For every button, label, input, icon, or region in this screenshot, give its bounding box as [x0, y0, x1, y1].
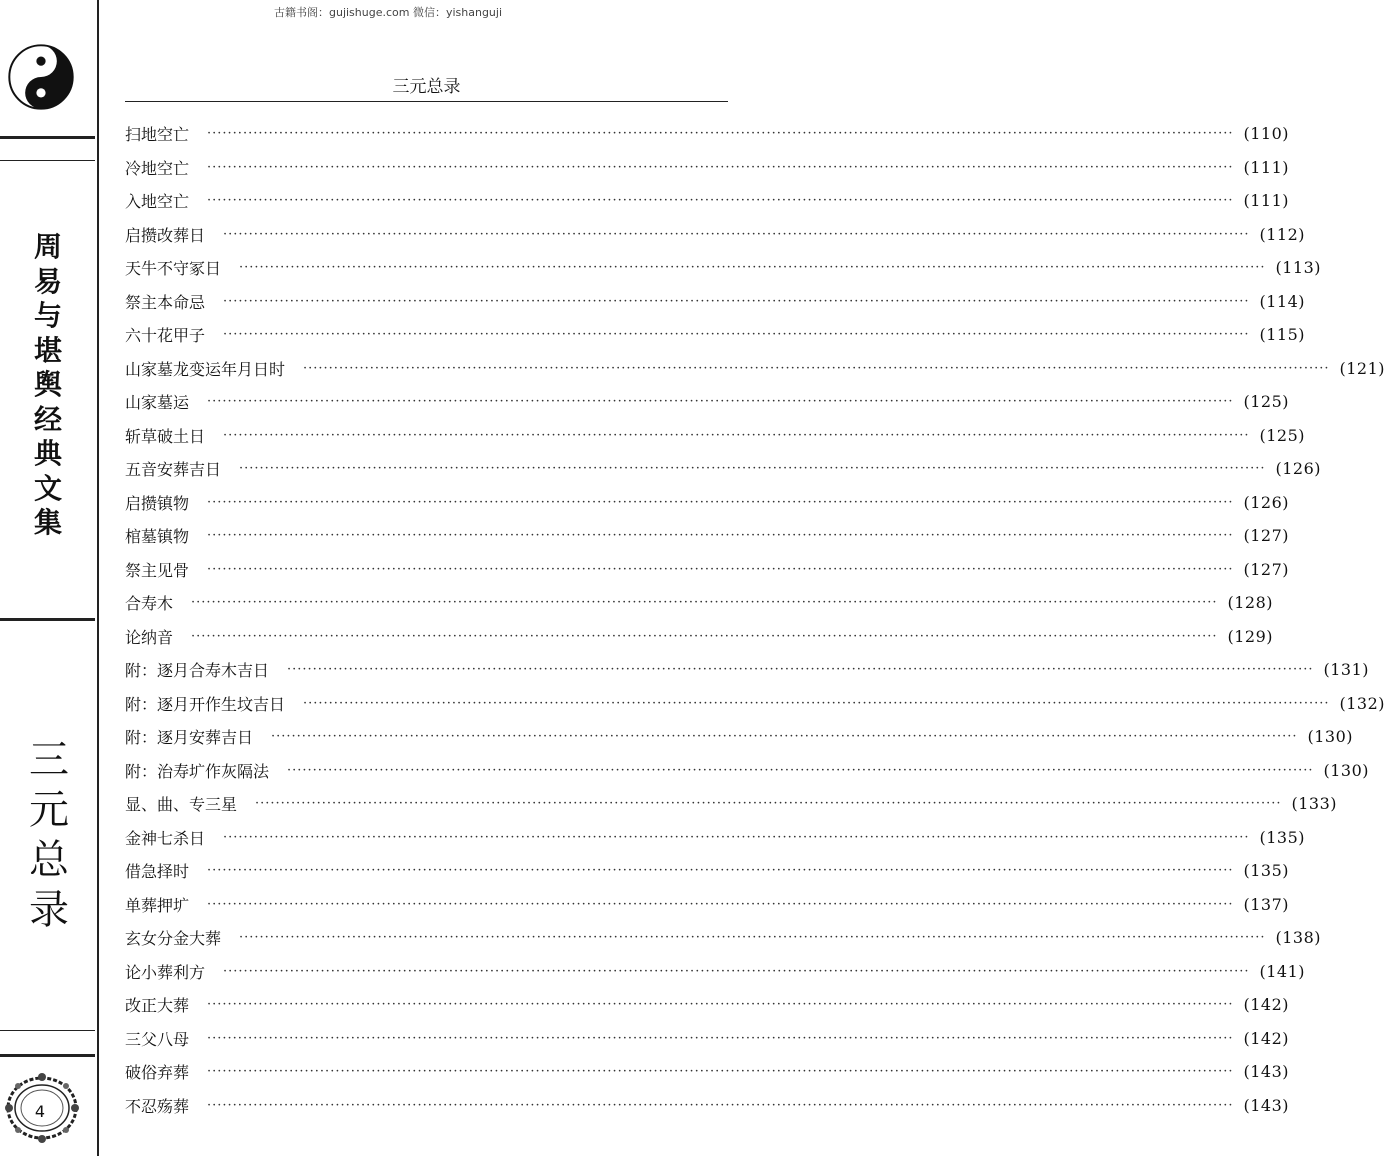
toc-entry-title: 附：逐月合寿木吉日 — [125, 661, 270, 681]
toc-entry-page: (125) — [1259, 425, 1306, 445]
toc-entry-title: 论小葬利方 — [125, 962, 206, 982]
toc-entry-page: (127) — [1243, 526, 1290, 546]
toc-entry-page: (141) — [1259, 961, 1306, 981]
toc-entry-title: 显、曲、专三星 — [125, 795, 238, 815]
sidebar-rule — [0, 1030, 95, 1031]
toc-leader-dots: ········································································································································································································ — [239, 461, 1266, 477]
toc-entry-title: 天牛不守冢日 — [125, 259, 222, 279]
toc-entry-title: 三父八母 — [125, 1029, 190, 1049]
toc-entry — [125, 385, 1290, 419]
toc-leader-dots: ········································································································································································································ — [207, 494, 1234, 510]
header-rule — [125, 101, 728, 102]
sidebar — [0, 0, 99, 1156]
toc-leader-dots: ········································································································································································································ — [207, 1097, 1234, 1113]
toc-entry-title: 山家墓龙变运年月日时 — [125, 359, 286, 379]
toc-leader-dots: ········································································································································································································ — [255, 796, 1282, 812]
series-title-char: 经 — [33, 402, 62, 436]
book-title-char: 总 — [29, 837, 69, 883]
book-title — [24, 735, 74, 935]
toc-leader-dots: ········································································································································································································ — [223, 427, 1250, 443]
toc-entry-title: 扫地空亡 — [125, 125, 190, 145]
series-title-char: 集 — [33, 506, 62, 539]
book-title-char: 三 — [29, 737, 69, 783]
toc-entry — [125, 251, 1322, 285]
toc-entry-page: (121) — [1339, 358, 1385, 378]
toc-entry — [125, 620, 1274, 654]
series-title — [30, 230, 66, 541]
toc-entry — [125, 586, 1274, 620]
toc-entry-page: (110) — [1243, 124, 1290, 144]
series-title-char: 周 — [33, 230, 62, 263]
toc-entry — [125, 653, 1370, 687]
toc-entry-page: (130) — [1323, 760, 1370, 780]
toc-entry — [125, 318, 1306, 352]
toc-entry — [125, 352, 1385, 386]
sidebar-rule — [0, 160, 95, 161]
toc-entry-title: 不忍殇葬 — [125, 1096, 190, 1116]
toc-entry-title: 附：治寿圹作灰隔法 — [125, 761, 270, 781]
toc-entry-title: 祭主本命忌 — [125, 292, 206, 312]
toc-entry-page: (130) — [1307, 727, 1354, 747]
toc-leader-dots: ········································································································································································································ — [223, 829, 1250, 845]
toc-leader-dots: ········································································································································································································ — [207, 1030, 1234, 1046]
toc-leader-dots: ········································································································································································································ — [223, 963, 1250, 979]
toc-entry — [125, 854, 1290, 888]
toc-entry-title: 冷地空亡 — [125, 158, 190, 178]
toc-leader-dots: ········································································································································································································ — [207, 159, 1234, 175]
toc-leader-dots: ········································································································································································································ — [207, 394, 1234, 410]
toc-entry — [125, 553, 1290, 587]
toc-entry-page: (138) — [1275, 928, 1322, 948]
toc-entry — [125, 285, 1306, 319]
toc-entry-title: 附：逐月安葬吉日 — [125, 728, 254, 748]
toc-entry — [125, 888, 1290, 922]
toc-entry-page: (115) — [1259, 325, 1306, 345]
series-title-char: 舆 — [33, 368, 62, 401]
toc-entry-title: 五音安葬吉日 — [125, 460, 222, 480]
series-title-char: 堪 — [33, 333, 62, 367]
toc-entry — [125, 1022, 1290, 1056]
toc-entry-page: (135) — [1243, 861, 1290, 881]
toc-leader-dots: ········································································································································································································ — [207, 863, 1234, 879]
toc-entry-title: 棺墓镇物 — [125, 527, 190, 547]
toc-entry-page: (133) — [1291, 794, 1338, 814]
toc-leader-dots: ········································································································································································································ — [207, 561, 1234, 577]
book-title-char: 录 — [29, 887, 69, 933]
toc-leader-dots: ········································································································································································································ — [303, 695, 1330, 711]
toc-entry-page: (112) — [1259, 224, 1306, 244]
toc-leader-dots: ········································································································································································································ — [223, 226, 1250, 242]
toc-entry-page: (129) — [1227, 626, 1274, 646]
toc-leader-dots: ········································································································································································································ — [223, 327, 1250, 343]
toc-leader-dots: ········································································································································································································ — [207, 528, 1234, 544]
toc-entry-title: 破俗弃葬 — [125, 1063, 190, 1083]
toc-leader-dots: ········································································································································································································ — [207, 193, 1234, 209]
toc-entry — [125, 754, 1370, 788]
toc-entry-page: (126) — [1275, 459, 1322, 479]
page-header-title: 三元总录 — [392, 77, 461, 97]
series-title-char: 文 — [33, 471, 62, 505]
toc-entry-page: (143) — [1243, 1062, 1290, 1082]
toc-entry-title: 金神七杀日 — [125, 828, 206, 848]
toc-entry-page: (111) — [1243, 157, 1290, 177]
toc-entry-title: 合寿木 — [125, 594, 174, 614]
toc-entry-title: 论纳音 — [125, 627, 174, 647]
toc-entry — [125, 117, 1290, 151]
toc-entry — [125, 452, 1322, 486]
toc-entry-page: (131) — [1323, 660, 1370, 680]
sidebar-rule — [0, 136, 95, 139]
toc-entry-title: 借急择时 — [125, 862, 190, 882]
toc-entry-page: (113) — [1275, 258, 1322, 278]
toc-leader-dots: ········································································································································································································ — [239, 260, 1266, 276]
toc-entry — [125, 1089, 1290, 1123]
toc-entry-page: (132) — [1339, 693, 1385, 713]
toc-entry-page: (143) — [1243, 1095, 1290, 1115]
toc-leader-dots: ········································································································································································································ — [207, 1064, 1234, 1080]
toc-entry-title: 单葬押圹 — [125, 895, 190, 915]
toc-entry-title: 启攒镇物 — [125, 493, 190, 513]
toc-entry — [125, 419, 1306, 453]
toc-entry — [125, 184, 1290, 218]
toc-entry — [125, 921, 1322, 955]
series-title-char: 与 — [33, 299, 62, 332]
toc-leader-dots: ········································································································································································································ — [271, 729, 1298, 745]
toc-leader-dots: ········································································································································································································ — [207, 896, 1234, 912]
toc-entry-title: 六十花甲子 — [125, 326, 206, 346]
toc-entry — [125, 151, 1290, 185]
watermark-text: 古籍书阁：gujishuge.com 微信：yishanguji — [273, 6, 503, 19]
toc-entry-page: (114) — [1259, 291, 1306, 311]
toc-entry-title: 山家墓运 — [125, 393, 190, 413]
toc-leader-dots: ········································································································································································································ — [303, 360, 1330, 376]
toc-entry-page: (125) — [1243, 392, 1290, 412]
toc-leader-dots: ········································································································································································································ — [191, 595, 1218, 611]
toc-entry — [125, 486, 1290, 520]
toc-leader-dots: ········································································································································································································ — [191, 628, 1218, 644]
book-title-char: 元 — [29, 787, 69, 833]
toc-entry-title: 改正大葬 — [125, 996, 190, 1016]
sidebar-rule — [0, 618, 95, 621]
toc-entry — [125, 988, 1290, 1022]
table-of-contents — [125, 117, 1385, 1122]
toc-leader-dots: ········································································································································································································ — [287, 762, 1314, 778]
toc-leader-dots: ········································································································································································································ — [207, 126, 1234, 142]
toc-entry — [125, 1055, 1290, 1089]
toc-entry-title: 启攒改葬日 — [125, 225, 206, 245]
toc-leader-dots: ········································································································································································································ — [287, 662, 1314, 678]
page-number: 4 — [34, 1102, 46, 1121]
toc-entry — [125, 787, 1338, 821]
toc-entry — [125, 955, 1306, 989]
toc-entry — [125, 218, 1306, 252]
toc-entry — [125, 687, 1385, 721]
series-title-char: 典 — [33, 437, 62, 470]
series-title-char: 易 — [33, 264, 62, 298]
toc-entry — [125, 519, 1290, 553]
toc-entry — [125, 720, 1354, 754]
toc-entry-page: (142) — [1243, 995, 1290, 1015]
toc-entry — [125, 821, 1306, 855]
sidebar-rule — [0, 1054, 95, 1057]
toc-entry-page: (126) — [1243, 492, 1290, 512]
toc-leader-dots: ········································································································································································································ — [207, 997, 1234, 1013]
toc-leader-dots: ········································································································································································································ — [223, 293, 1250, 309]
toc-entry-page: (111) — [1243, 191, 1290, 211]
toc-entry-page: (142) — [1243, 1028, 1290, 1048]
toc-entry-title: 斩草破土日 — [125, 426, 206, 446]
toc-entry-page: (128) — [1227, 593, 1274, 613]
yin-yang-icon — [8, 44, 74, 110]
toc-entry-page: (127) — [1243, 559, 1290, 579]
toc-leader-dots: ········································································································································································································ — [239, 930, 1266, 946]
toc-entry-title: 附：逐月开作生坟吉日 — [125, 694, 286, 714]
toc-entry-title: 玄女分金大葬 — [125, 929, 222, 949]
toc-entry-page: (135) — [1259, 827, 1306, 847]
toc-entry-title: 入地空亡 — [125, 192, 190, 212]
toc-entry-page: (137) — [1243, 894, 1290, 914]
toc-entry-title: 祭主见骨 — [125, 560, 190, 580]
